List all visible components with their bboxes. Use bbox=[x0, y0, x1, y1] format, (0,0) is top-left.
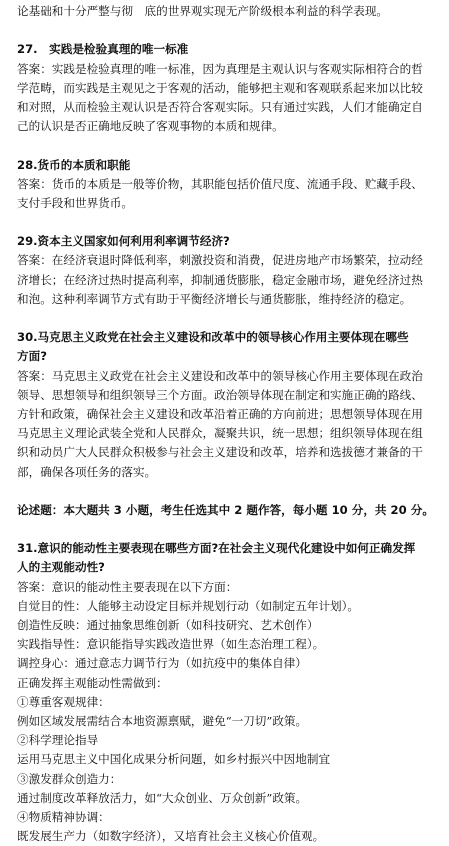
answer-line: 学范畴，而实践是主观见之于客观的活动，能够把主观和客观联系起来加以比较 bbox=[17, 80, 423, 95]
answer-line: 织和动员广大人民群众积极参与社会主义建设和改革，培养和选拔德才兼备的干 bbox=[17, 445, 423, 460]
answer-line: 和泡。这种利率调节方式有助于平衡经济增长与通货膨胀，维持经济的稳定。 bbox=[17, 291, 412, 306]
answer-line: 创造性反映：通过抽象思维创新（如科技研究、艺术创作） bbox=[17, 618, 319, 632]
answer-line: ①尊重客观规律： bbox=[17, 694, 110, 709]
answer-line: 答案：意识的能动性主要表现在以下方面： bbox=[17, 579, 238, 594]
spacer bbox=[17, 520, 439, 539]
spacer bbox=[17, 21, 439, 40]
answer-line: 马克思主义理论武装全党和人民群众，凝聚共识，统一思想；组织领导体现在组 bbox=[17, 426, 423, 441]
answer-line: 答案：货币的本质是一般等价物，其职能包括价值尺度、流通手段、贮藏手段、 bbox=[17, 176, 423, 191]
question-30-title-cont: 方面? bbox=[17, 349, 47, 364]
answer-line: 正确发挥主观能动性需做到： bbox=[17, 675, 168, 690]
answer-line: 和对照，从而检验主观认识是否符合客观实际。只有通过实践，人们才能确定自 bbox=[17, 99, 423, 114]
spacer bbox=[17, 482, 439, 501]
answer-line: ③激发群众创造力： bbox=[17, 771, 122, 786]
question-31-title-cont: 人的主观能动性? bbox=[17, 560, 105, 575]
answer-line: 自觉目的性：人能够主动设定目标并规划行动（如制定五年计划）。 bbox=[17, 598, 360, 613]
answer-line: 济增长；在经济过热时提高利率，抑制通货膨胀，稳定金融市场，避免经济过热 bbox=[17, 272, 423, 287]
answer-line: 支付手段和世界货币。 bbox=[17, 195, 133, 210]
answer-line: 部，确保各项任务的落实。 bbox=[17, 464, 157, 479]
answer-line: 方针和政策，确保社会主义建设和改革沿着正确的方向前进；思想领导体现在用 bbox=[17, 406, 423, 421]
text-line: 论基础和十分严整与彻 底的世界观实现无产阶级根本利益的科学表现。 bbox=[17, 4, 389, 18]
answer-line: 领导、思想领导和组织领导三个方面。政治领导体现在制定和实施正确的路线、 bbox=[17, 387, 423, 402]
answer-line: 己的认识是否正确地反映了客观事物的本质和规律。 bbox=[17, 119, 284, 134]
answer-line: 运用马克思主义中国化成果分析问题，如乡村振兴中因地制宜 bbox=[17, 752, 331, 767]
answer-line: ②科学理论指导 bbox=[17, 733, 99, 748]
section-title: 论述题：本大题共 3 小题，考生任选其中 2 题作答，每小题 10 分，共 20 分。 bbox=[17, 502, 434, 517]
answer-line: ④物质精神协调： bbox=[17, 809, 110, 824]
document-page bbox=[0, 2, 449, 844]
answer-line: 调控身心：通过意志力调节行为（如抗疫中的集体自律） bbox=[17, 656, 307, 671]
spacer bbox=[17, 309, 439, 328]
question-28-title: 28.货币的本质和职能 bbox=[17, 157, 131, 172]
answer-line: 答案：实践是检验真理的唯一标准，因为真理是主观认识与客观实际相符合的哲 bbox=[17, 61, 423, 76]
answer-line: 答案：马克思主义政党在社会主义建设和改革中的领导核心作用主要体现在政治 bbox=[17, 368, 423, 383]
question-31-title: 31.意识的能动性主要表现在哪些方面?在社会主义现代化建设中如何正确发挥 bbox=[17, 541, 416, 556]
question-30-title: 30.马克思主义政党在社会主义建设和改革中的领导核心作用主要体现在哪些 bbox=[17, 330, 409, 345]
question-27-title: 27. 实践是检验真理的唯一标准 bbox=[17, 42, 189, 57]
answer-line: 既发展生产力（如数字经济），又培育社会主义核心价值观。 bbox=[17, 829, 325, 844]
question-29-title: 29.资本主义国家如何利用利率调节经济? bbox=[17, 234, 230, 249]
answer-line: 通过制度改革释放活力，如“大众创业、万众创新”政策。 bbox=[17, 790, 308, 805]
spacer bbox=[17, 213, 439, 232]
answer-line: 答案：在经济衰退时降低利率，刺激投资和消费，促进房地产市场繁荣，拉动经 bbox=[17, 253, 423, 268]
answer-line: 实践指导性：意识能指导实践改造世界（如生态治理工程）。 bbox=[17, 637, 325, 652]
spacer bbox=[17, 136, 439, 155]
answer-line: 例如区域发展需结合本地资源禀赋，避免“一刀切”政策。 bbox=[17, 713, 308, 728]
